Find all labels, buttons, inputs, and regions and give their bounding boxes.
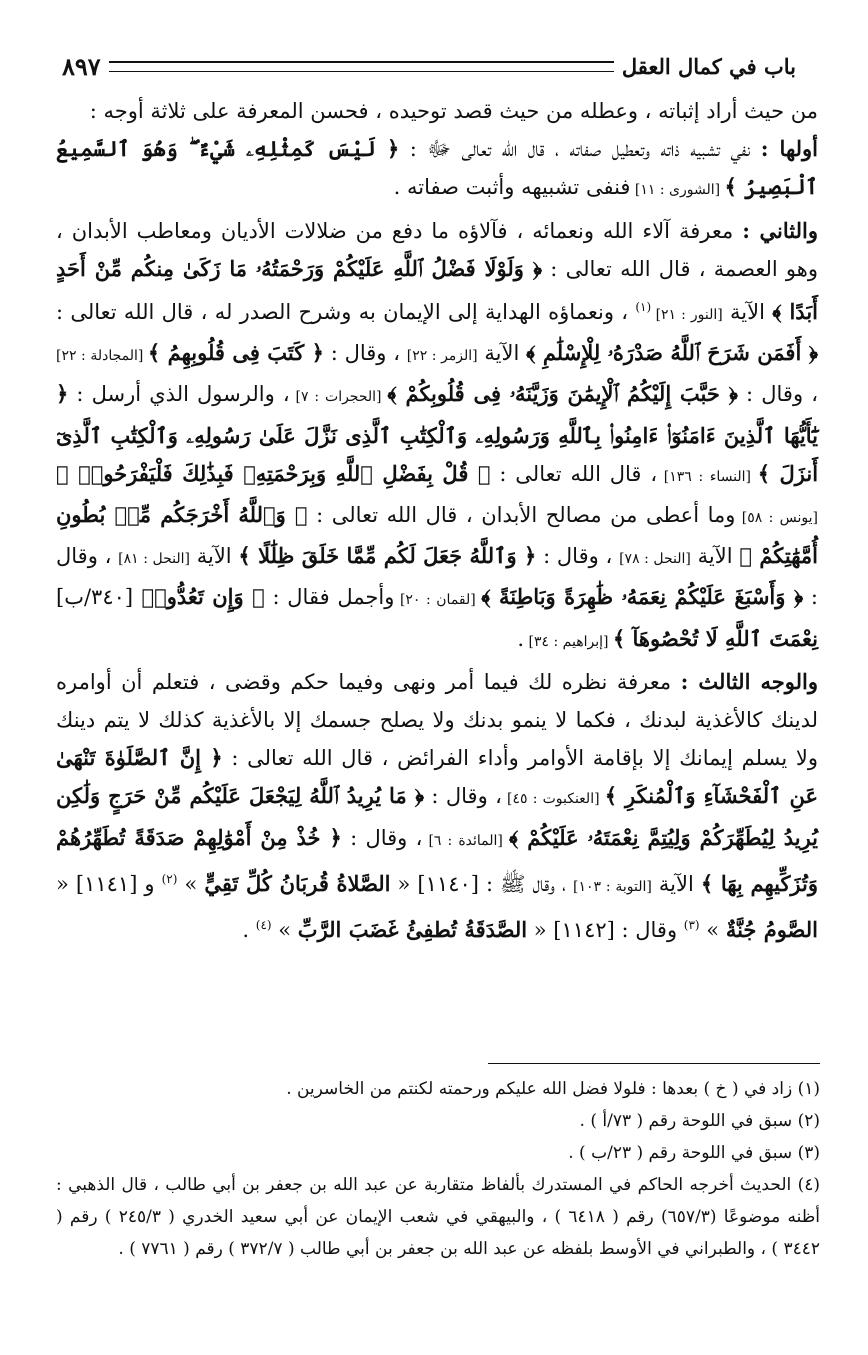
text-run: ، قال الله تعالى : [490, 461, 658, 486]
footnote: (٢) سبق في اللوحة رقم ( ٧٣/أ ) . [579, 1111, 820, 1131]
paragraph-second-aspect [56, 212, 818, 661]
text-run: ، والرسول الذي أرسل : [68, 382, 290, 407]
text-run: فنفى تشبيهه وأثبت صفاته . [393, 175, 631, 200]
verse-reference: [لقمان : ٢٠] [394, 592, 482, 609]
text-run: معرفة آلاء الله ونعمائه ، فآلاؤه ما دفع من ضلالات الأديان ومعاطب الأبدان ، وهو العصمة ، قال الله تعالى : [56, 218, 818, 281]
text-run: ، وقال : [424, 784, 502, 809]
text-run: وأجمل فقال : [264, 585, 395, 610]
text-run: » [699, 918, 726, 943]
verse-reference: [النور : ٢١] [655, 307, 723, 324]
quran-verse: ﴿ إِنَّ ٱلصَّلَوٰةَ تَنْهَىٰ عَنِ ٱلْفَحْشَآءِ وَٱلْمُنكَرِ ﴾ [56, 745, 818, 809]
text-run: » [271, 918, 298, 943]
hadith-text: الصَّلاةُ قُربَانُ كُلِّ تَقِيٍّ [204, 870, 391, 896]
paragraph-third-aspect [56, 663, 818, 949]
text-run: الآية [651, 871, 701, 896]
text-run: الآية [477, 341, 527, 366]
text-run: ، وقال : [56, 544, 818, 610]
footnote: (١) زاد في ( خ ) بعدها : فلولا فضل الله عليكم ورحمته لكنتم من الخاسرين . [286, 1079, 820, 1099]
main-text [56, 92, 818, 949]
text-run: الآية [722, 300, 773, 325]
hadith-text: الصَّومُ جُنَّةٌ [725, 917, 818, 943]
verse-reference: [المائدة : ٦] [422, 832, 509, 849]
quran-verse: ﴿ وَإِن تَعُدُّوا۟ [133, 584, 265, 610]
paragraph-first-aspect [56, 130, 818, 209]
third-aspect-heading: والوجه الثالث : [680, 668, 818, 694]
verse-reference: [الشورى : ١١] [630, 182, 725, 199]
quran-verse: ﴿ قُلْ بِفَضْلِ ٱللَّهِ وَبِرَحْمَتِهِۦ فَبِذَٰلِكَ فَلْيَفْرَحُوا۟ ﴾ [56, 460, 491, 486]
footnotes [56, 1073, 820, 1265]
quran-verse: ﴿ خُذْ مِنْ أَمْوَٰلِهِمْ صَدَقَةً تُطَهِّرُهُمْ وَتُزَكِّيهِم بِهَا ﴾ [56, 824, 819, 896]
text-run: » [177, 871, 205, 896]
footnote: (٤) الحديث أخرجه الحاكم في المستدرك بألفاظ متقاربة عن عبد الله بن جعفر بن أبي طالب ، قال الذهبي : أظنه موضوعًا (٦٥٧/٣) رقم ( ٦٤١٨ ) ، والبيهقي في شعب الإيمان عن أبي سعيد الخدري ( ٢٤٥/٣ ) رقم ( ٣٤٤٢ ) ، والطبراني في الأوسط بلفظه عن عبد الله بن جعفر بن أبي طالب ( ٣٧٢/٧ ) رقم ( ٧٧٦١ ) . [56, 1175, 820, 1259]
verse-reference: [النحل : ٧٨] [619, 551, 691, 568]
footnote-marker: (٣) [683, 918, 700, 933]
text-run: ، وقال ﷺ : [١١٤٠] « [390, 871, 574, 896]
quran-verse: ﴿ مَا يُرِيدُ ٱللَّهُ لِيَجْعَلَ عَلَيْكُم مِّنْ حَرَجٍ وَلَٰكِن يُرِيدُ لِيُطَهِّرَكُمْ وَلِيُتِمَّ نِعْمَتَهُۥ عَلَيْكُمْ ﴾ [56, 783, 819, 850]
verse-reference: [المجادلة : ٢٢] [56, 348, 148, 365]
text-run: وقال : [١١٤٢] « [527, 918, 684, 943]
verse-reference: [النحل : ٨١] [118, 551, 190, 568]
footnote-separator [488, 1063, 820, 1064]
page-number: ٨٩٧ [62, 51, 101, 81]
text-run: . [517, 626, 525, 651]
verse-reference: [الحجرات : ٧] [289, 389, 388, 406]
text-run: نفي تشبيه ذاته وتعطيل صفاته ، قال الله تعالى ﷻ : [399, 137, 761, 162]
quran-verse: ﴿ لَيْسَ كَمِثْلِهِۦ شَيْءٌ ۖ وَهُوَ ٱلسَّمِيعُ ٱلْبَصِيرُ ﴾ [56, 136, 818, 200]
verse-reference: [الزمر : ٢٢] [406, 348, 478, 365]
quran-verse: ﴿ حَبَّبَ إِلَيْكُمُ ٱلْإِيمَٰنَ وَزَيَّنَهُۥ فِى قُلُوبِكُمْ ﴾ [387, 381, 738, 407]
paragraph-intro [56, 92, 818, 130]
quran-verse: ﴿ كَتَبَ فِى قُلُوبِهِمُ ﴾ [147, 340, 324, 366]
footnote: (٣) سبق في اللوحة رقم ( ٢٣/ب ) . [568, 1143, 820, 1163]
text-run: و [١١٤١] « [56, 871, 162, 896]
footnote-marker: (٢) [161, 871, 178, 886]
quran-verse: ﴿ وَٱللَّهُ جَعَلَ لَكُم مِّمَّا خَلَقَ ظِلَٰلًا ﴾ [238, 543, 537, 569]
quran-verse: ﴿ أَفَمَن شَرَحَ ٱللَّهُ صَدْرَهُۥ لِلْإِسْلَٰمِ ﴾ [526, 340, 819, 366]
quran-verse: ﴿ وَلَوْلَا فَضْلُ ٱللَّهِ عَلَيْكُمْ وَرَحْمَتُهُۥ مَا زَكَىٰ مِنكُم مِّنْ أَحَدٍ أَبَدًا ﴾ [56, 255, 818, 325]
quran-verse: ﴿ وَٱللَّهُ أَخْرَجَكُم مِّنۢ بُطُونِ أُمَّهَٰتِكُمْ ﴾ [56, 502, 819, 569]
hadith-text: الصَّدَقَةُ تُطفِئُ غَضَبَ الرَّبِّ [297, 917, 528, 943]
verse-reference: [العنكبوت : ٤٥] [501, 791, 605, 808]
text-run: ، وقال : [341, 825, 423, 850]
footnote-marker: (٤) [255, 918, 272, 933]
verse-reference: [إبراهيم : ٣٤] [524, 633, 613, 650]
text-run: ، وقال : [737, 382, 818, 407]
quran-verse: نِعْمَتَ ٱللَّهِ لَا تُحْصُوهَآ ﴾ [612, 625, 818, 651]
text-run: ، ونعماؤه الهداية إلى الإيمان به وشرح الصدر له ، قال الله تعالى : [56, 300, 636, 325]
manuscript-folio-marker: [٣٤٠/ب] [56, 585, 134, 610]
quran-verse: ﴿ يَٰٓأَيُّهَا ٱلَّذِينَ ءَامَنُوٓا۟ ءَامِنُوا۟ بِٱللَّهِ وَرَسُولِهِۦ وَٱلْكِتَٰبِ ٱلَّذِى نَزَّلَ عَلَىٰ رَسُولِهِۦ وَٱلْكِتَٰبِ ٱلَّذِىٓ أَنزَلَ ﴾ [56, 381, 819, 486]
first-aspect-heading: أولها : [760, 136, 819, 162]
text-run: ، وقال : [536, 544, 620, 569]
header-double-rule [109, 61, 614, 72]
intro-text: من حيث أراد إثباته ، وعطله من حيث قصد توحيده ، فحسن المعرفة على ثلاثة أوجه : [89, 99, 818, 123]
chapter-title: باب في كمال العقل [621, 53, 796, 79]
text-run: وما أعطى من مصالح الأبدان ، قال الله تعالى : [307, 503, 736, 528]
text-run: الآية [690, 544, 740, 569]
quran-verse: ﴿ وَأَسْبَغَ عَلَيْكُمْ نِعَمَهُۥ ظَٰهِرَةً وَبَاطِنَةً ﴾ [481, 584, 804, 610]
text-run: معرفة نظره لك فيما أمر ونهى وفيما حكم وقضى ، فتعلم أن أوامره لدينك كالأغذية لبدنك ، فكما لا ينمو بدنك ولا يصلح جسمك إلا بالأغذية كذلك لا يتم دينك ولا يسلم إيمانك إلا بإقامة الأوامر وأداء الفرائض ، قال الله تعالى : [56, 669, 818, 771]
text-run: . [242, 918, 256, 943]
footnote-marker: (١) [635, 300, 656, 315]
verse-reference: [التوبة : ١٠٣] [573, 878, 652, 895]
verse-reference: [النساء : ١٣٦] [657, 468, 758, 485]
text-run: ، وقال : [323, 341, 407, 366]
text-run: الآية [189, 544, 239, 569]
running-header [62, 48, 796, 84]
verse-reference: [يونس : ٥٨] [735, 510, 819, 527]
second-aspect-heading: والثاني : [742, 217, 818, 243]
